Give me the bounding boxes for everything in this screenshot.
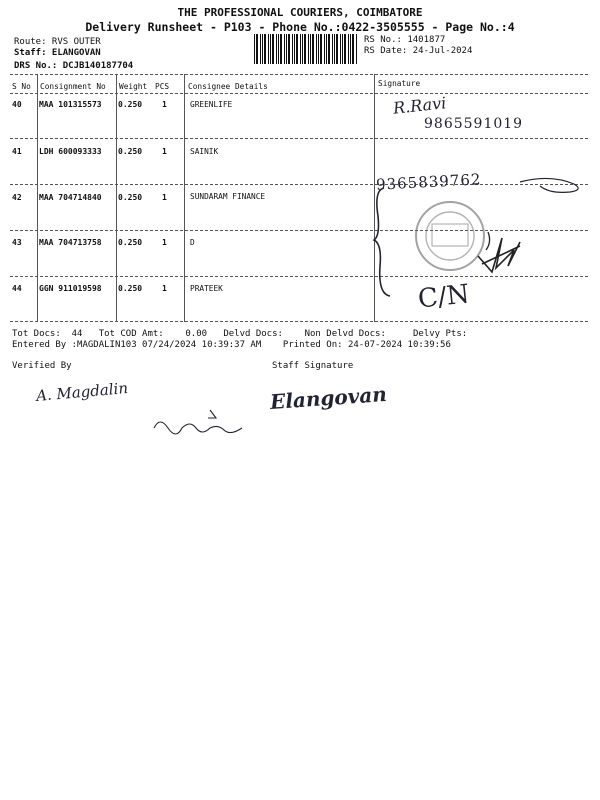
col-divider [116,74,117,322]
col-divider [37,74,38,322]
row-pcs: 1 [162,193,167,202]
row-consignee: PRATEEK [190,284,223,293]
row-consignment: MAA 101315573 [39,100,102,109]
row-weight: 0.250 [118,284,143,293]
row-consignment: GGN 911019598 [39,284,102,293]
scribble-mark [520,178,578,192]
row-sno: 40 [12,100,22,109]
row-weight: 0.250 [118,100,143,109]
row-consignee: SUNDARAM FINANCE [190,192,266,201]
row-weight: 0.250 [118,147,143,156]
row-consignee: D [190,238,195,247]
row-sno: 44 [12,284,22,293]
handwritten-phone: 9865591019 [424,116,524,132]
header-bottom-rule [10,93,588,94]
delivery-stamp-and-scribbles [370,176,590,316]
staff-signature: Elangovan [269,381,388,415]
table-bottom-rule [10,321,588,322]
col-header-sno: S No [12,82,31,91]
row-sno: 43 [12,238,22,247]
handwritten-phone: 9365839762 [375,170,482,194]
col-header-signature: Signature [378,79,421,88]
row-consignment: MAA 704713758 [39,238,102,247]
table-top-rule [10,74,588,75]
rs-number: RS No.: 1401877 [364,35,446,45]
verified-signature: A. Magdalin [35,379,129,405]
col-header-consignee: Consignee Details [188,82,268,91]
drs-number: DRS No.: DCJB140187704 [14,61,134,71]
row-sno: 42 [12,193,22,202]
barcode [254,34,358,64]
row-pcs: 1 [162,100,167,109]
route-label: Route: RVS OUTER [14,37,101,47]
bracket-mark [374,188,390,296]
row-divider [10,138,588,139]
col-divider [184,74,185,322]
second-signature-scribble [150,406,250,440]
staff-label: Staff: ELANGOVAN [14,48,101,58]
col-header-pcs: PCS [155,82,170,91]
row-consignee: SAINIK [190,147,219,156]
entered-by-line: Entered By :MAGDALIN103 07/24/2024 10:39:37 AM Printed On: 24-07-2024 10:39:56 [12,340,451,350]
verified-by-label: Verified By [12,361,72,371]
row-sno: 41 [12,147,22,156]
row-pcs: 1 [162,238,167,247]
row-consignment: LDH 600093333 [39,147,102,156]
row-consignment: MAA 704714840 [39,193,102,202]
handwritten-mark: C/N [416,279,471,315]
company-name: THE PROFESSIONAL COURIERS, COIMBATORE [177,6,423,19]
row-weight: 0.250 [118,193,143,202]
totals-line: Tot Docs: 44 Tot COD Amt: 0.00 Delvd Docs: Non Delvd Docs: Delvy Pts: [12,329,468,339]
runsheet-title: Delivery Runsheet - P103 - Phone No.:0422-3505555 - Page No.:4 [85,20,515,34]
rs-date: RS Date: 24-Jul-2024 [364,46,473,56]
handwritten-signature: R.Ravi [392,93,448,118]
row-pcs: 1 [162,147,167,156]
initials-scribble [478,238,520,272]
row-consignee: GREENLIFE [190,100,233,109]
row-pcs: 1 [162,284,167,293]
staff-signature-label: Staff Signature [272,361,354,371]
col-header-consignment: Consignment No [40,82,106,91]
col-header-weight: Weight [119,82,148,91]
row-weight: 0.250 [118,238,143,247]
